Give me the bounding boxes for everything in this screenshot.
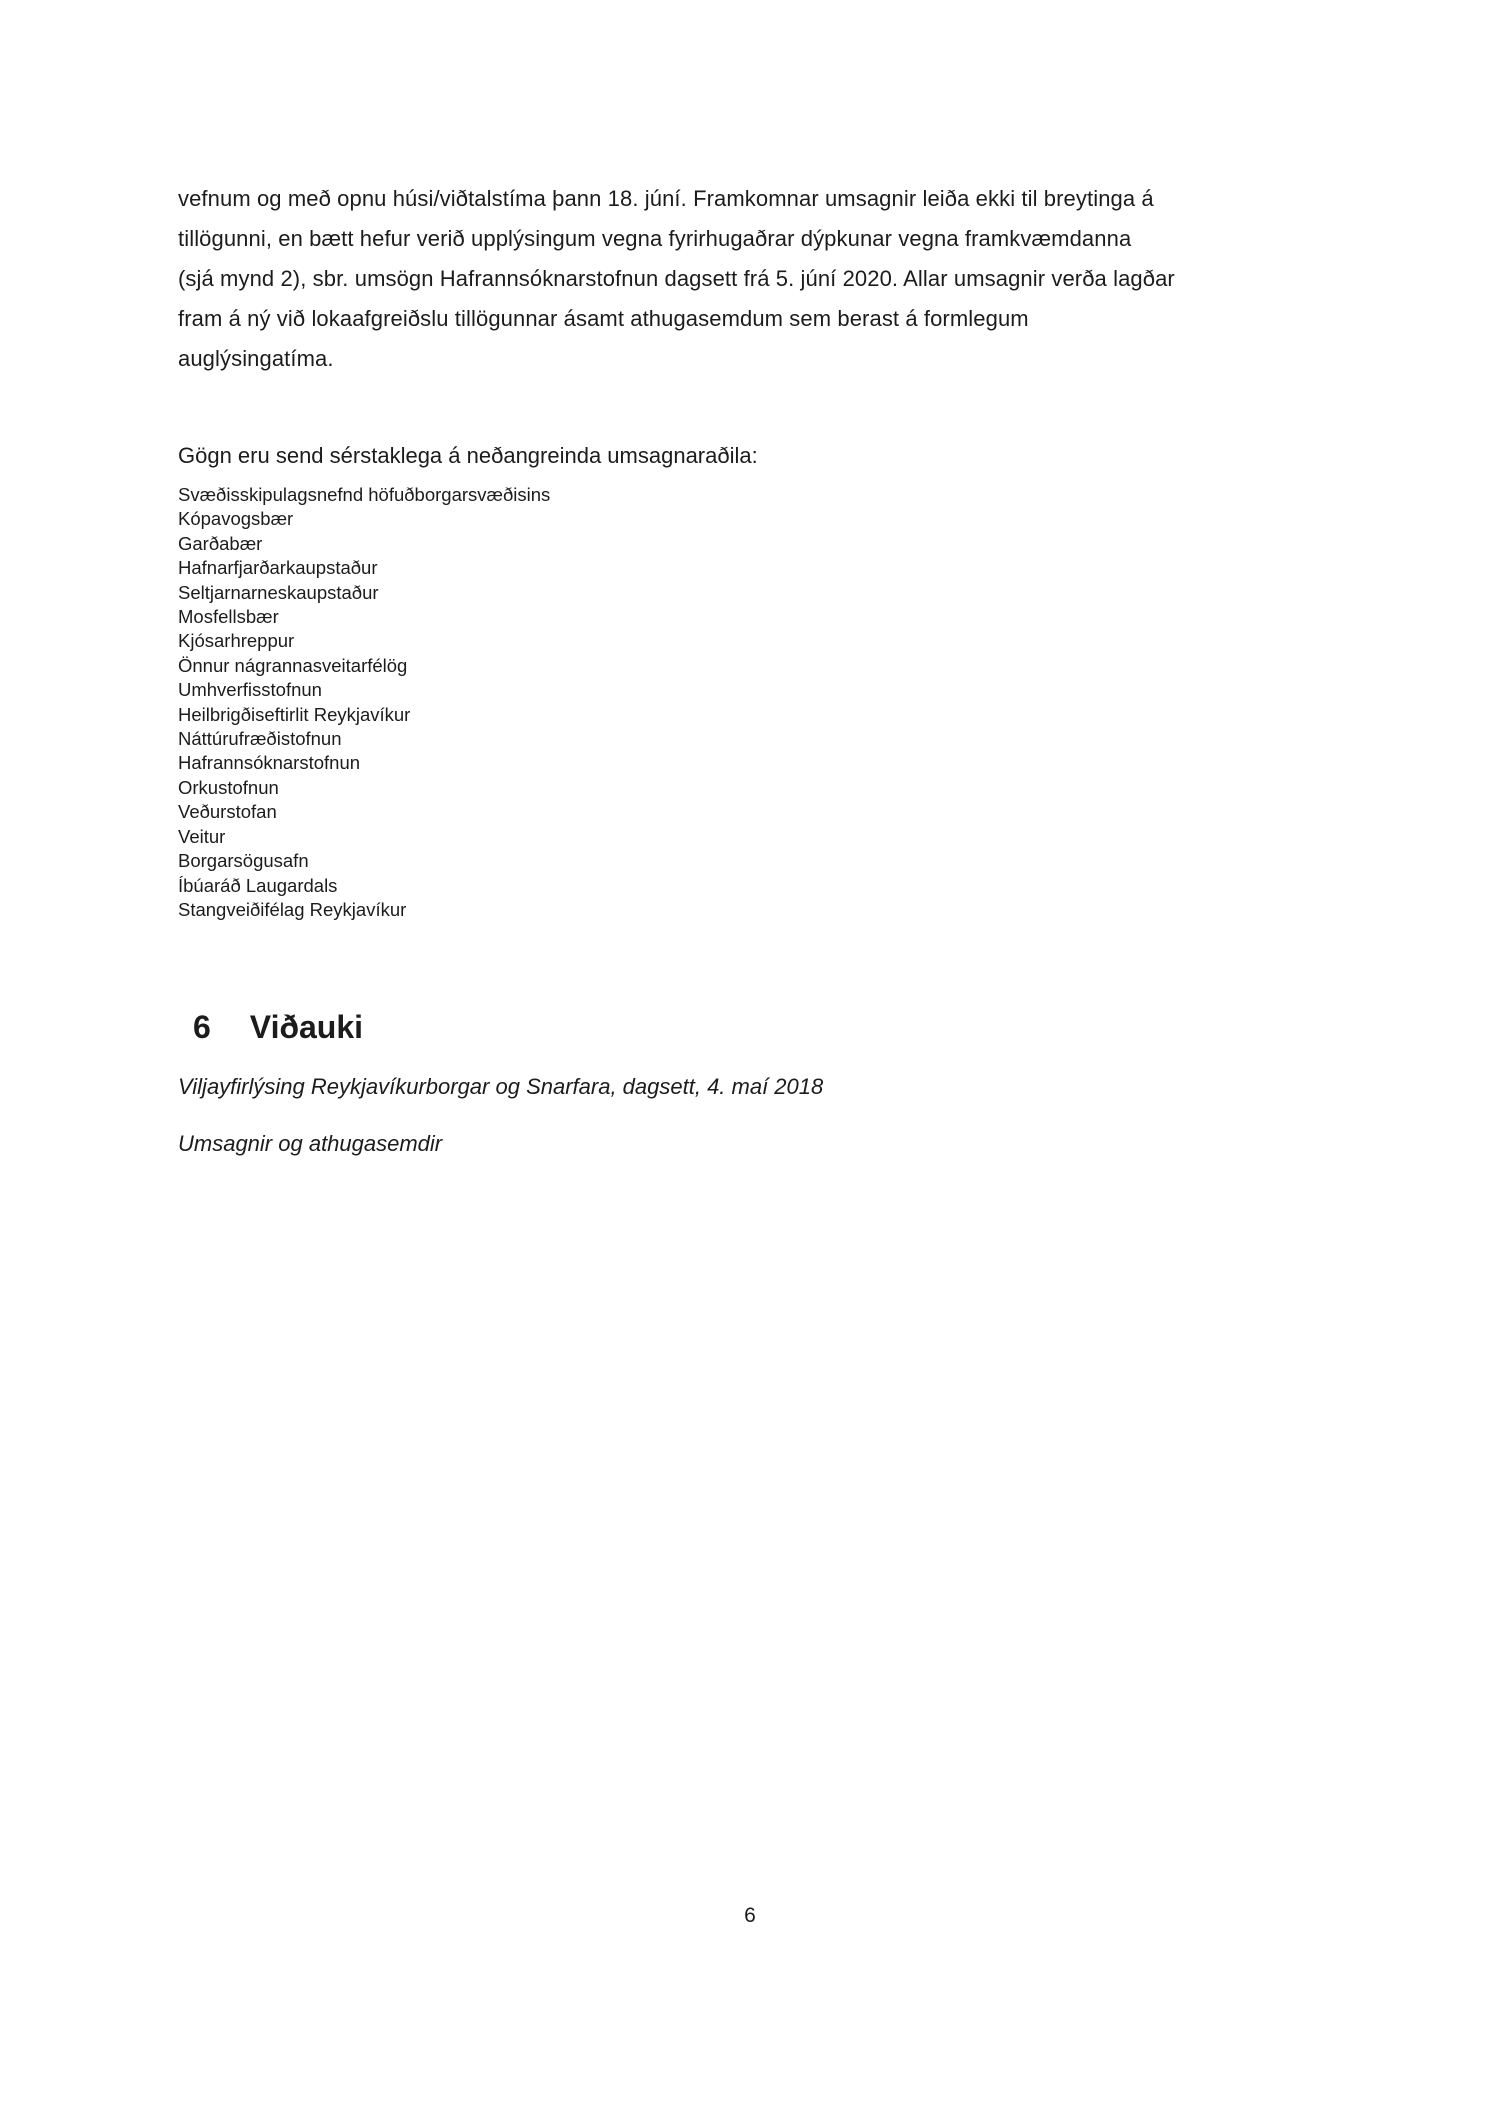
paragraph-line: fram á ný við lokaafgreiðslu tillögunnar ásamt athugasemdum sem berast á formlegum — [178, 306, 1029, 331]
page-number: 6 — [744, 1904, 756, 1927]
recipient-item: Hafrannsóknarstofnun — [178, 752, 361, 774]
recipients-intro: Gögn eru send sérstaklega á neðangreinda umsagnaraðila: — [178, 443, 758, 468]
recipient-item: Kópavogsbær — [178, 508, 294, 530]
recipient-item: Hafnarfjarðarkaupstaður — [178, 557, 378, 579]
recipients-list — [178, 483, 550, 922]
body-paragraph — [178, 179, 1175, 379]
paragraph-line: vefnum og með opnu húsi/viðtalstíma þann 18. júní. Framkomnar umsagnir leiða ekki til breytinga á — [178, 186, 1154, 211]
recipient-item: Stangveiðifélag Reykjavíkur — [178, 898, 407, 920]
recipient-item: Önnur nágrannasveitarfélög — [178, 654, 408, 676]
appendix-note: Umsagnir og athugasemdir — [178, 1131, 443, 1156]
paragraph-line: (sjá mynd 2), sbr. umsögn Hafrannsóknarstofnun dagsett frá 5. júní 2020. Allar umsagnir verða lagðar — [178, 266, 1175, 291]
appendix-subtitle: Viljayfirlýsing Reykjavíkurborgar og Snarfara, dagsett, 4. maí 2018 — [178, 1074, 824, 1099]
recipient-item: Íbúaráð Laugardals — [178, 874, 338, 896]
section-title: Viðauki — [249, 1009, 364, 1045]
recipient-item: Orkustofnun — [178, 776, 279, 798]
recipient-item: Umhverfisstofnun — [178, 679, 322, 701]
recipient-item: Svæðisskipulagsnefnd höfuðborgarsvæðisins — [178, 484, 551, 505]
recipient-item: Veitur — [178, 825, 226, 847]
paragraph-line: tillögunni, en bætt hefur verið upplýsingum vegna fyrirhugaðrar dýpkunar vegna framkvæmdanna — [178, 226, 1132, 251]
recipient-item: Borgarsögusafn — [178, 850, 309, 872]
recipient-item: Náttúrufræðistofnun — [178, 728, 342, 750]
section-heading — [193, 1008, 363, 1046]
recipient-item: Seltjarnarneskaupstaður — [178, 581, 379, 603]
recipient-item: Veðurstofan — [178, 801, 277, 823]
recipient-item: Mosfellsbær — [178, 606, 279, 628]
recipient-item: Kjósarhreppur — [178, 630, 295, 652]
recipient-item: Heilbrigðiseftirlit Reykjavíkur — [178, 703, 411, 725]
paragraph-line: auglýsingatíma. — [178, 346, 334, 371]
recipient-item: Garðabær — [178, 532, 263, 554]
section-number: 6 — [193, 1009, 211, 1045]
